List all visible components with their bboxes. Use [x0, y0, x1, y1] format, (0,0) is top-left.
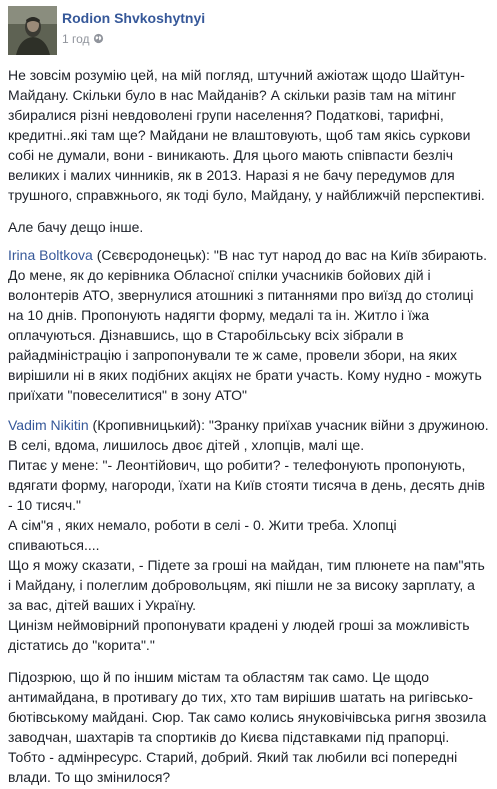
quote-block: [8, 245, 489, 405]
post-paragraph: Не зовсім розумію цей, на мій погляд, штучний ажіотаж щодо Шайтун-Майдану. Скільки було в нас Майданів? А скільки разів там на мітинг збиралися різні невдоволені групи населення? Податкові, тарифні, кредитні..які там ще? Майдани не влаштовують, щоб там якісь суркови собі не думали, вони - виникають. Для цього мають співпасти безліч великих і малих чинників, як в 2013. Наразі я не бачу передумов для трушного, справжнього, як тоді було, Майдану, у найближчій перспективі.: [8, 67, 485, 203]
quote-text: (Кропивницький): "Зранку приїхав учасник війни з дружиною.: [88, 417, 489, 433]
avatar[interactable]: [8, 6, 57, 55]
quote-block: [8, 415, 489, 655]
globe-icon: [93, 33, 104, 47]
post-timestamp[interactable]: 1 год: [62, 32, 90, 46]
mention-irina-boltkova[interactable]: Irina Boltkova: [8, 247, 93, 263]
post-paragraph: Підозрюю, що й по іншим містам та областям так само. Це щодо антимайдана, в противагу до тих, хто там вирішив шатать на ригівсько-бютівському майдані. Сюр. Так само колись януковічівська ригня звозила заводчан, шахтарів та спортиків до Києва підставками під прапорці. Тобто - адмінресурс. Старий, добрий. Який так любили всі попередні влади. То що змінилося?: [8, 669, 487, 785]
post-body: [8, 65, 489, 787]
quote-line: А сім"я , яких немало, роботи в селі - 0. Жити треба. Хлопці спиваються....: [8, 517, 397, 553]
quote-line: Що я можу сказати, - Підете за гроші на майдан, тим плюнете на пам"ять і Майдану, і полеглим добровольцям, які пішли не за високу зарплату, а за вас, дітей ваших і Україну.: [8, 557, 485, 613]
avatar-photo-icon: [8, 6, 57, 55]
post-meta: [62, 32, 104, 47]
quote-line: В селі, вдома, лишилось двоє дітей , хлопців, малі ще.: [8, 437, 365, 453]
mention-vadim-nikitin[interactable]: Vadim Nikitin: [8, 417, 89, 433]
quote-text: (Сєвєродонецьк): "В нас тут народ до вас на Київ збирають. До мене, як до керівника Обласної спілки учасників бойових дій і волонтерів АТО, звернулися атошникі з питаннями про виїзд до столиці на 10 днів. Пропонують надягти форму, медалі та ін. Житло і їжа оплачуються. Дізнавшись, що в Старобільську всіх зібрали в райадміністрацію і запропонували те ж саме, провели збори, на яких вирішили ні в яких подібних акціях не брати участь. Кому нудно - можуть приїхати "повеселитися" в зону АТО": [8, 247, 488, 403]
post-paragraph: Але бачу дещо інше.: [8, 219, 144, 235]
quote-line: Питає у мене: "- Леонтійович, що робити? - телефонують пропонують, вдягати форму, нагороди, їхати на Київ стояти тисяча в день, десять днів - 10 тисяч.": [8, 457, 485, 513]
post-author-link[interactable]: Rodion Shvkoshytnyi: [62, 10, 206, 26]
quote-line: Цинізм неймовірний пропонувати крадені у людей гроші за можливість дістатись до "корита".": [8, 617, 470, 653]
